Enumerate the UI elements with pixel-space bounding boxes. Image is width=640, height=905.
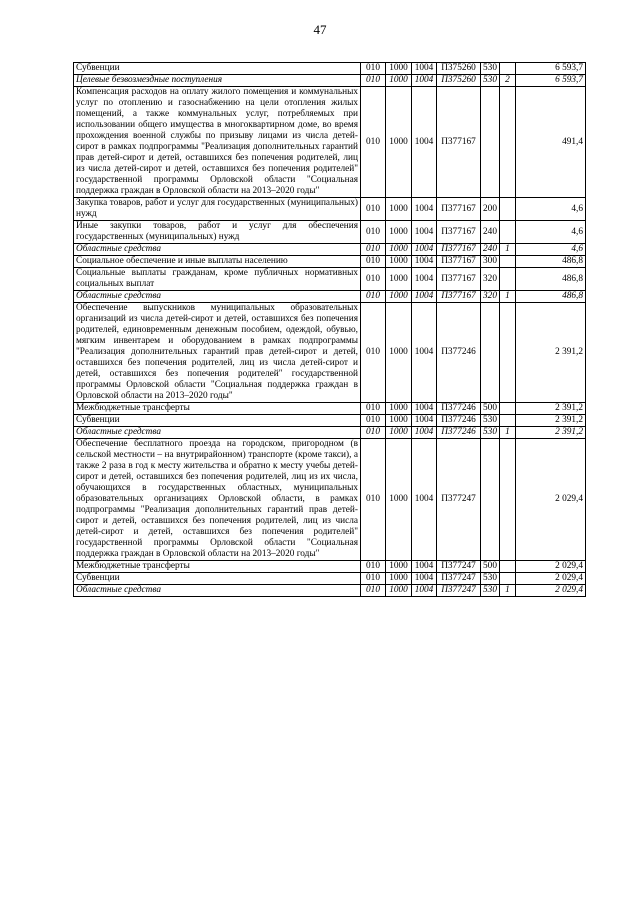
cell-vr: [481, 303, 500, 403]
budget-table: [73, 62, 586, 597]
cell-vr: 500: [481, 403, 500, 415]
cell-rz: 1000: [386, 403, 412, 415]
cell-gr: 010: [361, 585, 386, 597]
cell-rz: 1000: [386, 244, 412, 256]
cell-pr: 1004: [412, 427, 437, 439]
cell-src: [500, 561, 516, 573]
page-number: 47: [313, 22, 327, 37]
cell-gr: 010: [361, 573, 386, 585]
table-row: [74, 585, 586, 597]
table-row: [74, 415, 586, 427]
cell-src: 1: [500, 291, 516, 303]
cell-vr: 320: [481, 291, 500, 303]
cell-pr: 1004: [412, 403, 437, 415]
cell-vr: 530: [481, 63, 500, 75]
cell-src: [500, 198, 516, 221]
cell-src: [500, 256, 516, 268]
cell-pr: 1004: [412, 198, 437, 221]
cell-pr: 1004: [412, 256, 437, 268]
table-row: [74, 427, 586, 439]
cell-rz: 1000: [386, 198, 412, 221]
cell-amount: 486,8: [516, 291, 586, 303]
cell-csr: П377246: [437, 303, 481, 403]
cell-amount: 486,8: [516, 256, 586, 268]
cell-amount: 2 029,4: [516, 439, 586, 561]
cell-amount: 4,6: [516, 198, 586, 221]
row-name: Областные средства: [74, 585, 361, 597]
cell-csr: П377247: [437, 561, 481, 573]
cell-vr: 240: [481, 244, 500, 256]
cell-pr: 1004: [412, 63, 437, 75]
cell-amount: 2 029,4: [516, 561, 586, 573]
table-row: [74, 221, 586, 244]
cell-vr: 320: [481, 268, 500, 291]
cell-rz: 1000: [386, 221, 412, 244]
cell-amount: 2 391,2: [516, 403, 586, 415]
cell-gr: 010: [361, 415, 386, 427]
table-row: [74, 87, 586, 198]
row-name: Компенсация расходов на оплату жилого помещения и коммунальных услуг по отоплению и газоснабжению на цели отопления жилых помещений, а также коммунальных услуг, потребляемых при использовании общего имущества в многоквартирном доме, во время прохождения военной службы по призыву лицами из числа детей-сирот в рамках подпрограммы "Реализация дополнительных гарантий прав детей-сирот и детей, оставшихся без попечения родителей, лиц из числа детей-сирот и детей, оставшихся без попечения родителей" государственной программы Орловской области "Социальная поддержка граждан в Орловской области на 2013–2020 годы": [74, 87, 361, 198]
cell-gr: 010: [361, 198, 386, 221]
cell-csr: П375260: [437, 75, 481, 87]
cell-csr: П377246: [437, 403, 481, 415]
cell-gr: 010: [361, 427, 386, 439]
cell-amount: 2 391,2: [516, 415, 586, 427]
cell-vr: [481, 439, 500, 561]
cell-src: [500, 303, 516, 403]
cell-pr: 1004: [412, 561, 437, 573]
cell-rz: 1000: [386, 561, 412, 573]
table-row: [74, 198, 586, 221]
cell-csr: П377167: [437, 291, 481, 303]
cell-rz: 1000: [386, 87, 412, 198]
cell-pr: 1004: [412, 439, 437, 561]
cell-rz: 1000: [386, 291, 412, 303]
cell-csr: П377247: [437, 573, 481, 585]
cell-amount: 2 391,2: [516, 427, 586, 439]
cell-pr: 1004: [412, 585, 437, 597]
cell-gr: 010: [361, 221, 386, 244]
table-row: [74, 63, 586, 75]
cell-vr: 530: [481, 427, 500, 439]
cell-rz: 1000: [386, 415, 412, 427]
cell-src: 1: [500, 244, 516, 256]
table-row: [74, 291, 586, 303]
cell-vr: 530: [481, 415, 500, 427]
cell-gr: 010: [361, 403, 386, 415]
cell-csr: П377246: [437, 415, 481, 427]
cell-src: [500, 415, 516, 427]
row-name: Обеспечение выпускников муниципальных образовательных организаций из числа детей-сирот и детей, оставшихся без попечения родителей, единовременным денежным пособием, одеждой, обувью, мягким инвентарем и оборудованием в рамках подпрограммы "Реализация дополнительных гарантий прав детей-сирот и детей, оставшихся без попечения родителей, лиц из числа детей-сирот и детей, оставшихся без попечения родителей" государственной программы Орловской области "Социальная поддержка граждан в Орловской области на 2013–2020 годы": [74, 303, 361, 403]
cell-vr: 530: [481, 75, 500, 87]
cell-amount: 2 391,2: [516, 303, 586, 403]
row-name: Иные закупки товаров, работ и услуг для обеспечения государственных (муниципальных) нужд: [74, 221, 361, 244]
cell-gr: 010: [361, 256, 386, 268]
cell-src: 1: [500, 585, 516, 597]
row-name: Социальное обеспечение и иные выплаты населению: [74, 256, 361, 268]
cell-amount: 491,4: [516, 87, 586, 198]
cell-csr: П377167: [437, 221, 481, 244]
row-name: Областные средства: [74, 244, 361, 256]
cell-gr: 010: [361, 63, 386, 75]
cell-rz: 1000: [386, 573, 412, 585]
cell-csr: П377167: [437, 244, 481, 256]
cell-amount: 4,6: [516, 221, 586, 244]
cell-csr: П377247: [437, 439, 481, 561]
cell-csr: П375260: [437, 63, 481, 75]
cell-src: [500, 573, 516, 585]
table-row: [74, 256, 586, 268]
cell-gr: 010: [361, 268, 386, 291]
cell-csr: П377167: [437, 87, 481, 198]
cell-pr: 1004: [412, 573, 437, 585]
row-name: Межбюджетные трансферты: [74, 403, 361, 415]
cell-vr: 500: [481, 561, 500, 573]
cell-csr: П377167: [437, 268, 481, 291]
row-name: Социальные выплаты гражданам, кроме публичных нормативных социальных выплат: [74, 268, 361, 291]
cell-vr: 530: [481, 585, 500, 597]
cell-src: [500, 221, 516, 244]
cell-vr: [481, 87, 500, 198]
cell-pr: 1004: [412, 75, 437, 87]
cell-gr: 010: [361, 87, 386, 198]
cell-src: [500, 268, 516, 291]
cell-rz: 1000: [386, 427, 412, 439]
cell-amount: 6 593,7: [516, 63, 586, 75]
cell-csr: П377247: [437, 585, 481, 597]
cell-pr: 1004: [412, 221, 437, 244]
cell-gr: 010: [361, 439, 386, 561]
cell-rz: 1000: [386, 268, 412, 291]
cell-src: [500, 403, 516, 415]
cell-vr: 200: [481, 198, 500, 221]
cell-vr: 300: [481, 256, 500, 268]
cell-src: 2: [500, 75, 516, 87]
cell-pr: 1004: [412, 303, 437, 403]
row-name: Субвенции: [74, 573, 361, 585]
cell-gr: 010: [361, 303, 386, 403]
row-name: Целевые безвозмездные поступления: [74, 75, 361, 87]
row-name: Обеспечение бесплатного проезда на городском, пригородном (в сельской местности – на внутрирайонном) транспорте (кроме такси), а также 2 раза в год к месту жительства и обратно к месту учебы детей-сирот и детей, оставшихся без попечения родителей, лиц из их числа, обучающихся в государственных областных, муниципальных образовательных организациях Орловской области, в рамках подпрограммы "Реализация дополнительных гарантий прав детей-сирот и детей, оставшихся без попечения родителей, лиц из числа детей-сирот и детей, оставшихся без попечения родителей" государственной программы Орловской области "Социальная поддержка граждан в Орловской области на 2013–2020 годы": [74, 439, 361, 561]
table-row: [74, 75, 586, 87]
row-name: Областные средства: [74, 291, 361, 303]
cell-pr: 1004: [412, 244, 437, 256]
table-row: [74, 573, 586, 585]
row-name: Межбюджетные трансферты: [74, 561, 361, 573]
table-row: [74, 561, 586, 573]
cell-csr: П377167: [437, 198, 481, 221]
cell-vr: 530: [481, 573, 500, 585]
cell-pr: 1004: [412, 87, 437, 198]
cell-pr: 1004: [412, 291, 437, 303]
cell-src: [500, 63, 516, 75]
cell-src: [500, 439, 516, 561]
row-name: Закупка товаров, работ и услуг для государственных (муниципальных) нужд: [74, 198, 361, 221]
cell-src: [500, 87, 516, 198]
cell-gr: 010: [361, 291, 386, 303]
table-row: [74, 244, 586, 256]
cell-gr: 010: [361, 561, 386, 573]
cell-rz: 1000: [386, 75, 412, 87]
row-name: Субвенции: [74, 63, 361, 75]
table-body: [74, 63, 586, 597]
cell-csr: П377246: [437, 427, 481, 439]
cell-amount: 4,6: [516, 244, 586, 256]
cell-pr: 1004: [412, 415, 437, 427]
cell-amount: 2 029,4: [516, 573, 586, 585]
cell-amount: 6 593,7: [516, 75, 586, 87]
cell-rz: 1000: [386, 256, 412, 268]
table-row: [74, 439, 586, 561]
cell-amount: 486,8: [516, 268, 586, 291]
cell-pr: 1004: [412, 268, 437, 291]
cell-gr: 010: [361, 244, 386, 256]
table-row: [74, 303, 586, 403]
cell-csr: П377167: [437, 256, 481, 268]
cell-src: 1: [500, 427, 516, 439]
cell-amount: 2 029,4: [516, 585, 586, 597]
table-row: [74, 268, 586, 291]
cell-rz: 1000: [386, 303, 412, 403]
row-name: Областные средства: [74, 427, 361, 439]
row-name: Субвенции: [74, 415, 361, 427]
cell-rz: 1000: [386, 439, 412, 561]
cell-rz: 1000: [386, 63, 412, 75]
cell-vr: 240: [481, 221, 500, 244]
table-row: [74, 403, 586, 415]
cell-rz: 1000: [386, 585, 412, 597]
cell-gr: 010: [361, 75, 386, 87]
